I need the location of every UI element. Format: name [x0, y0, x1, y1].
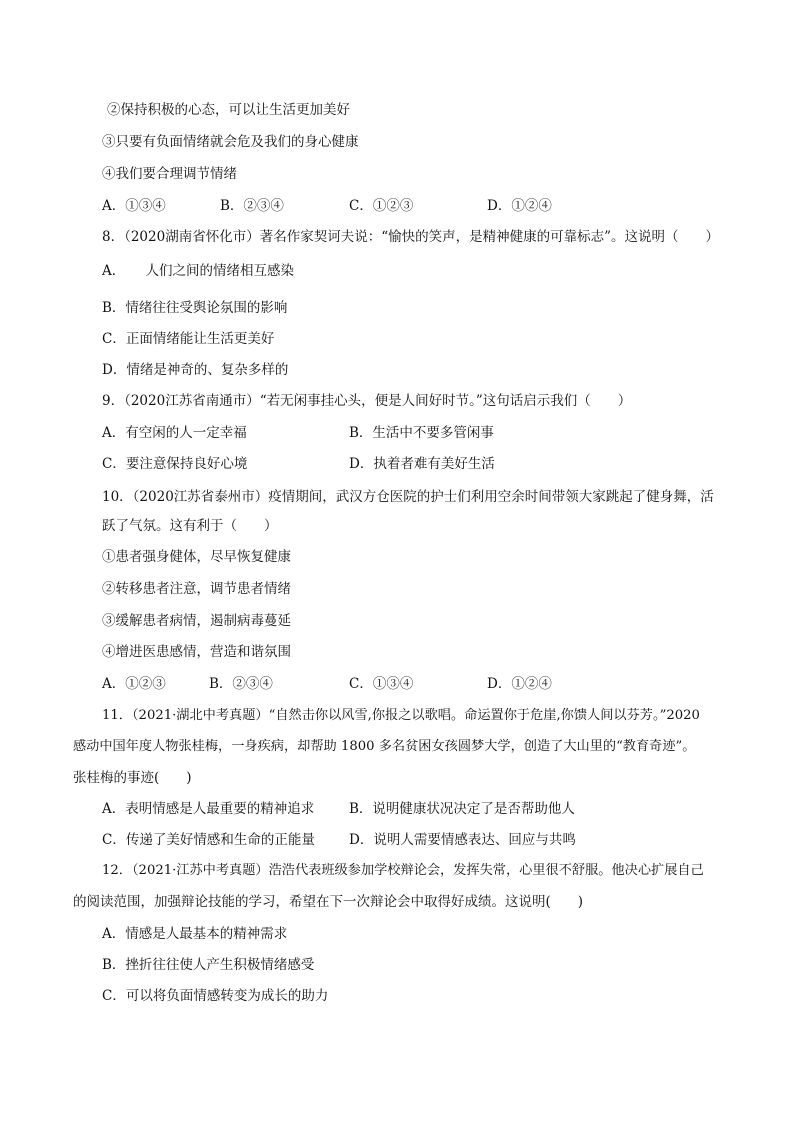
q7-option-c[interactable]: C．①②③	[349, 198, 414, 214]
q10-option-c[interactable]: C．①③④	[349, 676, 414, 692]
statement-4: ④我们要合理调节情绪	[102, 166, 237, 182]
q11-option-b[interactable]: B．说明健康状况决定了是否帮助他人	[349, 801, 575, 817]
q7-option-d[interactable]: D．①②④	[487, 198, 552, 214]
q10-statement-2: ②转移患者注意，调节患者情绪	[102, 581, 291, 597]
q10-stem-line2: 跃了气氛。这有利于（ ）	[102, 518, 278, 534]
q11-stem-line2: 感动中国年度人物张桂梅，一身疾病，却帮助 1800 多名贫困女孩圆梦大学，创造了大山里的“教育奇迹”。	[73, 739, 696, 754]
q8-option-d[interactable]: D．情绪是神奇的、复杂多样的	[102, 362, 289, 378]
statement-2: ②保持积极的心态，可以让生活更加美好	[107, 102, 350, 118]
q8-option-c[interactable]: C．正面情绪能让生活更美好	[102, 331, 275, 347]
q12-option-a[interactable]: A．情感是人最基本的精神需求	[102, 926, 288, 942]
q11-option-c[interactable]: C．传递了美好情感和生命的正能量	[102, 832, 315, 848]
q10-statement-3: ③缓解患者病情，遏制病毒蔓延	[102, 613, 291, 629]
q12-stem-line1: 12．（2021·江苏中考真题）浩浩代表班级参加学校辩论会，发挥失常，心里很不舒服。他决心扩展自己	[102, 863, 704, 878]
q8-stem: 8．（2020湖南省怀化市）著名作家契诃夫说：“愉快的笑声，是精神健康的可靠标志”。这说明（ ）	[102, 229, 719, 245]
q12-option-c[interactable]: C．可以将负面情感转变为成长的助力	[102, 988, 329, 1004]
q12-option-b[interactable]: B．挫折往往使人产生积极情绪感受	[102, 957, 315, 973]
q10-statement-1: ①患者强身健体，尽早恢复健康	[102, 549, 291, 565]
q12-stem-line2: 的阅读范围，加强辩论技能的学习，希望在下一次辩论会中取得好成绩。这说明( )	[73, 894, 584, 910]
q11-option-a[interactable]: A．表明情感是人最重要的精神追求	[102, 801, 315, 817]
q11-option-d[interactable]: D．说明人需要情感表达、回应与共鸣	[349, 832, 576, 848]
statement-3: ③只要有负面情绪就会危及我们的身心健康	[102, 134, 359, 150]
q9-option-b[interactable]: B．生活中不要多管闲事	[349, 425, 494, 441]
q7-option-b[interactable]: B．②③④	[220, 198, 284, 214]
q10-stem-line1: 10．（2020江苏省泰州市）疫情期间，武汉方仓医院的护士们利用空余时间带领大家跳起了健身舞，活	[102, 489, 714, 505]
q7-option-a[interactable]: A．①③④	[102, 198, 166, 214]
q9-option-d[interactable]: D．执着者难有美好生活	[349, 456, 495, 472]
q11-stem-line1: 11．（2021·湖北中考真题）“自然击你以风雪,你报之以歌唱。命运置你于危崖,你馈人间以芬芳。”2020	[102, 708, 700, 723]
q9-option-a[interactable]: A．有空闲的人一定幸福	[102, 425, 247, 441]
q9-stem: 9．（2020江苏省南通市）“若无闲事挂心头，便是人间好时节。”这句话启示我们（ ）	[102, 393, 632, 409]
q10-option-a[interactable]: A．①②③	[102, 676, 166, 692]
q9-option-c[interactable]: C．要注意保持良好心境	[102, 456, 248, 472]
q8-option-b[interactable]: B．情绪往往受舆论氛围的影响	[102, 300, 288, 316]
q11-stem-line3: 张桂梅的事迹( )	[73, 770, 192, 786]
q10-option-b[interactable]: B．②③④	[209, 676, 273, 692]
q8-option-a[interactable]: A． 人们之间的情绪相互感染	[102, 263, 294, 279]
q10-statement-4: ④增进医患感情，营造和谐氛围	[102, 644, 291, 660]
q10-option-d[interactable]: D．①②④	[487, 676, 552, 692]
